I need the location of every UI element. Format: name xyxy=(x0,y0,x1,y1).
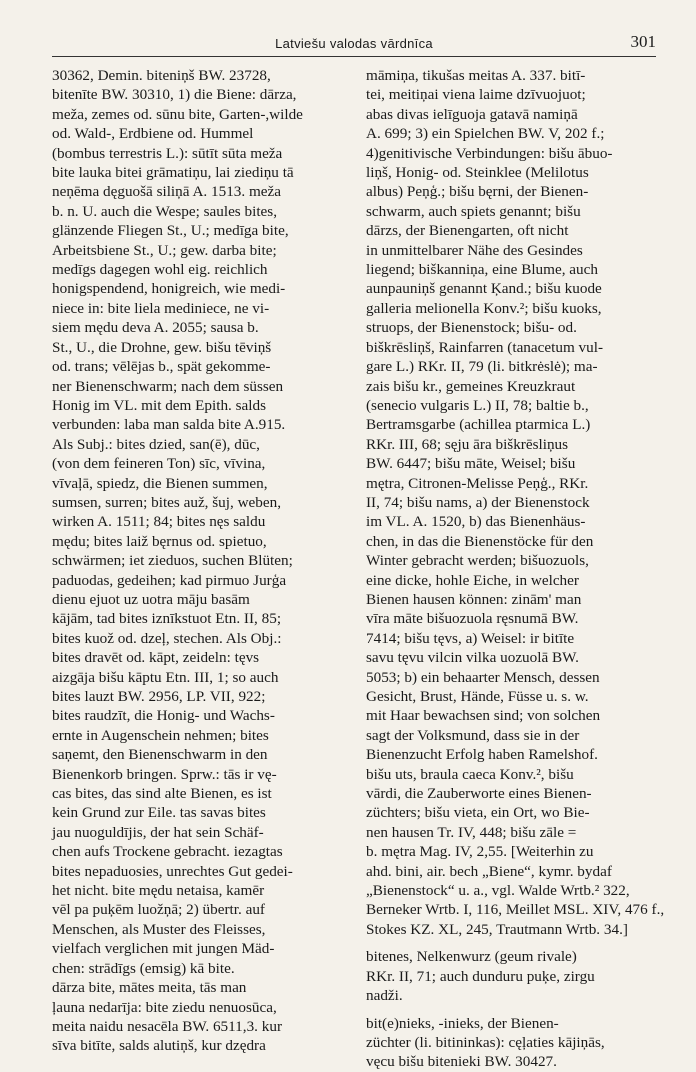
text-line: in unmittelbarer Nähe des Gesindes xyxy=(366,241,583,259)
text-line: sīva bitīte, salds alutiņš, kur dzędra xyxy=(52,1037,266,1055)
text-line: sagt der Volksmund, dass sie in der xyxy=(366,726,580,744)
text-line: zais bišu kr., gemeines Kreuzkraut xyxy=(366,377,576,395)
text-line: dārzs, der Bienengarten, oft nicht xyxy=(366,222,569,240)
page-number: 301 xyxy=(630,32,656,51)
text-line: Bertramsgarbe (achillea ptarmica L.) xyxy=(366,416,591,434)
text-line: Bienen hausen können: zinām' man xyxy=(366,590,582,608)
text-line: chen aufs Trockene gebracht. iezagtas xyxy=(52,843,283,861)
text-line: bites raudzīt, die Honig- und Wachs- xyxy=(52,707,275,725)
text-line: paduodas, gedeihen; kad pirmuo Jurģa xyxy=(52,571,287,589)
text-line: b. n. U. auch die Wespe; saules bites, xyxy=(52,202,277,220)
text-line: Bienenkorb bringen. Sprw.: tās ir vę- xyxy=(52,765,277,783)
dictionary-entry xyxy=(366,947,658,1005)
text-line: züchters; bišu vieta, ein Ort, wo Bie- xyxy=(366,804,590,822)
text-line: gare L.) RKr. II, 79 (li. bitkrėslė); ma- xyxy=(366,358,598,376)
text-line: sumsen, surren; bites auž, šuj, weben, xyxy=(52,493,282,511)
text-line: Bienenzucht Erfolg haben Ramelshof. xyxy=(366,746,598,764)
text-line: bišu uts, braula caeca Konv.², bišu xyxy=(366,765,574,783)
text-line: savu tęvu vilcin vilka uozuolā BW. xyxy=(366,649,579,667)
text-line: neņēma dęguošā siliņā A. 1513. meža xyxy=(52,183,282,201)
text-line: jau nuoguldījis, der hat sein Schäf- xyxy=(52,823,264,841)
text-line: kein Grund zur Eile. tas savas bites xyxy=(52,804,266,822)
text-line: vārdi, die Zauberworte eines Bienen- xyxy=(366,785,592,803)
text-line: wirken A. 1511; 84; bites nęs saldu xyxy=(52,513,266,531)
text-line: bites kuož od. dzeļ, stechen. Als Obj.: xyxy=(52,629,282,647)
dictionary-entry xyxy=(366,1014,658,1072)
text-line: medīgs dagegen wohl eig. reichlich xyxy=(52,261,268,279)
text-line: vēl pa puķēm luožņā; 2) übertr. auf xyxy=(52,901,265,919)
page-header xyxy=(52,30,656,57)
text-line: schwarm, auch spiets genannt; bišu xyxy=(366,202,581,220)
text-line: vęcu bišu bitenieki BW. 30427. xyxy=(366,1053,557,1071)
text-line: meža, zemes od. sūnu bite, Garten-,wilde xyxy=(52,105,303,123)
text-line: chen: strādīgs (emsig) kā bite. xyxy=(52,959,235,977)
text-line: b. mętra Mag. IV, 2,55. [Weiterhin zu xyxy=(366,843,594,861)
running-title: Latviešu valodas vārdnīca xyxy=(275,36,433,51)
dictionary-entry xyxy=(366,66,665,939)
text-line: RKr. III, 68; sęju āra biškrēsliņus xyxy=(366,435,569,453)
text-line: niece in: bite liela mediniece, ne vi- xyxy=(52,299,270,317)
text-line: mit Haar bewachsen sind; von solchen xyxy=(366,707,601,725)
text-line: im VL. A. 1520, b) das Bienenhäus- xyxy=(366,513,586,531)
text-line: St., U., die Drohne, gew. bišu tēviņš xyxy=(52,338,272,356)
right-column xyxy=(366,66,665,1072)
text-line: galleria melionella Konv.²; bišu kuoks, xyxy=(366,299,602,317)
text-line: Stokes KZ. XL, 245, Trautmann Wrtb. 34.] xyxy=(366,920,628,938)
text-line: bites dravēt od. kāpt, zeideln: tęvs xyxy=(52,649,260,667)
text-line: bit(e)nieks, -inieks, der Bienen- xyxy=(366,1014,559,1032)
text-line: biškrēsliņš, Rainfarren (tanacetum vul- xyxy=(366,338,604,356)
text-line: RKr. II, 71; auch dunduru puķe, zirgu xyxy=(366,967,595,985)
text-line: saņemt, den Bienenschwarm in den xyxy=(52,746,268,764)
text-line: Menschen, als Muster des Fleisses, xyxy=(52,920,266,938)
text-line: ahd. bini, air. bech „Biene“, kymr. bydaf xyxy=(366,862,612,880)
text-line: 5053; b) ein behaarter Mensch, dessen xyxy=(366,668,600,686)
text-line: liņš, Honig- od. Steinklee (Melilotus xyxy=(366,164,589,182)
text-line: od. trans; vēlējas b., spät gekomme- xyxy=(52,358,271,376)
text-line: Berneker Wrtb. I, 116, Meillet MSL. XIV, 476 f., xyxy=(366,901,665,919)
text-line: liegend; biškanniņa, eine Blume, auch xyxy=(366,261,598,279)
text-line: schwärmen; iet zieduos, suchen Blüten; xyxy=(52,552,293,570)
text-line: dārza bite, mātes meita, tās man xyxy=(52,979,247,997)
text-line: vielfach verglichen mit jungen Mäd- xyxy=(52,940,275,958)
text-line: mętra, Citronen-Melisse Peņģ., RKr. xyxy=(366,474,589,492)
text-line: II, 74; bišu nams, a) der Bienenstock xyxy=(366,493,590,511)
text-line: chen, in das die Bienenstöcke für den xyxy=(366,532,594,550)
text-line: „Bienenstock“ u. a., vgl. Walde Wrtb.² 322, xyxy=(366,882,630,900)
text-line: bites lauzt BW. 2956, LP. VII, 922; xyxy=(52,688,266,705)
text-line: 30362, Demin. biteniņš BW. 23728, xyxy=(52,67,271,84)
text-line: bite lauka bitei grāmatiņu, lai ziediņu tā xyxy=(52,164,294,182)
text-line: māmiņa, tikušas meitas A. 337. bitī- xyxy=(366,67,586,84)
text-line: kājām, tad bites iznīkstuot Etn. II, 85; xyxy=(52,610,282,628)
text-line: 7414; bišu tęvs, a) Weisel: ir bitīte xyxy=(366,629,575,647)
text-line: Honig im VL. mit dem Epith. salds xyxy=(52,396,267,414)
text-line: Als Subj.: bites dzied, san(ē), dūc, xyxy=(52,435,260,453)
text-line: bites nepaduosies, unrechtes Gut gedei- xyxy=(52,862,293,880)
text-line: siem mędu deva A. 2055; sausa b. xyxy=(52,319,259,337)
text-line: albus) Peņģ.; bišu bęrni, der Bienen- xyxy=(366,183,589,201)
text-line: honigspendend, honigreich, wie medi- xyxy=(52,280,286,298)
text-line: 4)genitivische Verbindungen: bišu ābuo- xyxy=(366,144,613,162)
text-line: meita naidu nesacēla BW. 6511,3. kur xyxy=(52,1017,282,1035)
text-line: ernte in Augenschein nehmen; bites xyxy=(52,726,269,744)
text-line: bitenes, Nelkenwurz (geum rivale) xyxy=(366,948,577,966)
left-column xyxy=(52,66,346,1056)
text-line: bitenīte BW. 30310, 1) die Biene: dārza, xyxy=(52,86,297,104)
text-line: (von dem feineren Ton) sīc, vīvina, xyxy=(52,455,266,473)
text-line: ļauna nedarīja: bite ziedu nenuosūca, xyxy=(52,998,277,1016)
text-line: A. 699; 3) ein Spielchen BW. V, 202 f.; xyxy=(366,125,605,143)
text-line: het nicht. bite mędu netaisa, kamēr xyxy=(52,882,265,900)
text-line: Winter gebracht werden; bišuozuols, xyxy=(366,552,589,570)
text-line: glänzende Fliegen St., U.; medīga bite, xyxy=(52,222,289,240)
text-line: nen hausen Tr. IV, 448; bišu zāle = xyxy=(366,823,577,841)
text-line: dienu ejuot uz uotra māju basām xyxy=(52,590,250,608)
text-line: mędu; bites laiž bęrnus od. spietuo, xyxy=(52,532,267,550)
text-line: vīvaļā, spiedz, die Bienen summen, xyxy=(52,474,268,492)
text-line: vīra māte bišuozuola ręsnumā BW. xyxy=(366,610,579,628)
text-line: aizgāja bišu kāptu Etn. III, 1; so auch xyxy=(52,668,279,686)
text-line: züchter (li. bitininkas): cęļaties kājiņās, xyxy=(366,1033,605,1051)
text-line: (bombus terrestris L.): sūtīt sūta meža xyxy=(52,144,283,162)
text-line: BW. 6447; bišu māte, Weisel; bišu xyxy=(366,455,576,473)
text-line: aunpauniņš genannt Ķand.; bišu kuode xyxy=(366,280,602,298)
text-line: cas bites, das sind alte Bienen, es ist xyxy=(52,785,272,803)
text-line: struops, der Bienenstock; bišu- od. xyxy=(366,319,577,337)
text-line: Gesicht, Brust, Hände, Füsse u. s. w. xyxy=(366,688,589,705)
text-line: od. Wald-, Erdbiene od. Hummel xyxy=(52,125,254,143)
text-line: eine dicke, hohle Eiche, in welcher xyxy=(366,571,579,589)
text-line: (senecio vulgaris L.) II, 78; baltie b., xyxy=(366,396,589,414)
text-line: ner Bienenschwarm; nach dem süssen xyxy=(52,377,284,395)
text-line: abas divas ielīguoja gatavā namiņā xyxy=(366,105,578,123)
text-line: nadži. xyxy=(366,987,403,1005)
dictionary-entry xyxy=(52,66,346,1056)
text-line: verbunden: laba man salda bite A.915. xyxy=(52,416,286,434)
text-line: Arbeitsbiene St., U.; gew. darba bite; xyxy=(52,241,277,259)
text-line: tei, meitiņai viena laime dzīvuojuot; xyxy=(366,86,586,104)
